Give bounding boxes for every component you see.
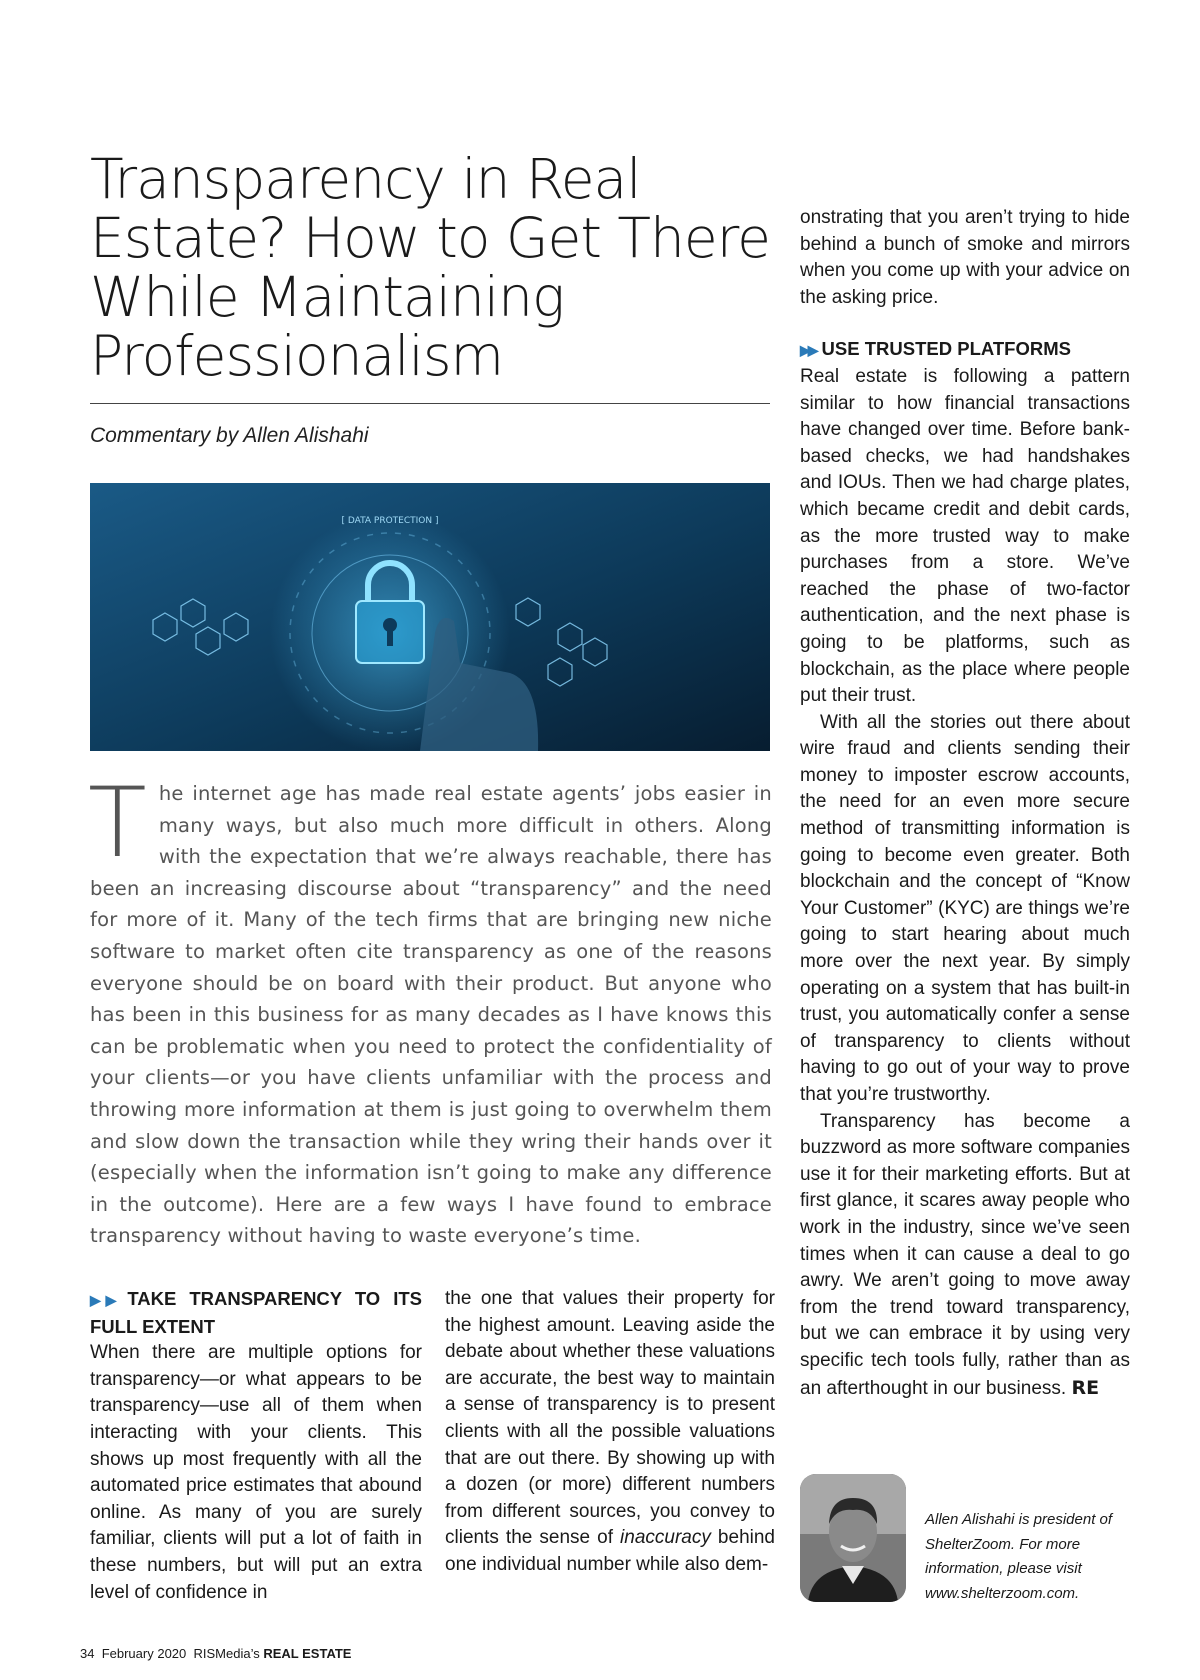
double-arrow-icon: ▶▶	[90, 1292, 122, 1308]
author-bio: Allen Alishahi is president of ShelterZoom. For more information, please visit www.shelterzoom.com.	[925, 1511, 1113, 1602]
section-heading-platforms: ▶▶ USE TRUSTED PLATFORMS	[800, 338, 1071, 360]
section2-paragraph-1: Real estate is following a pattern similar to how financial transactions have changed over time. Before bank-based checks, we had handshakes and IOUs. Then we had charge plates, which became credit and debit cards, as the more trusted way to make purchases from a store. We’ve reached the phase of two-factor authentication, and the next phase is going to be platforms, such as blockchain, as the place where people put their trust.	[800, 365, 1130, 707]
section2-paragraph-3: Transparency has become a buzzword as more software companies use it for their marketing efforts. But at first glance, it scares away people who work in the industry, since we’ve seen times when it can cause a deal to go awry. We aren’t going to move away from the trend toward transparency, but we can embrace it by using very specific tech tools fully, rather than as an afterthought in our business. RE	[800, 1110, 1130, 1399]
end-mark: RE	[1071, 1376, 1100, 1399]
page-footer	[80, 1646, 351, 1661]
hero-banner-text: [ DATA PROTECTION ]	[341, 516, 439, 526]
double-arrow-icon: ▶▶	[800, 342, 816, 359]
section-heading-transparency: ▶▶ TAKE TRANSPARENCY TO ITS FULL EXTENT	[90, 1288, 422, 1337]
issue-date: February 2020	[101, 1646, 187, 1661]
section2-paragraph-2: With all the stories out there about wire fraud and clients sending their money to imposter escrow accounts, the need for an even more secure method of transmitting information is going to become even greater. Both blockchain and the concept of “Know Your Customer” (KYC) are things we’re going to start hearing about much more over the next year. By simply operating on a system that has built-in trust, you automatically confer a sense of transparency to clients without having to go out of your way to prove that you’re trustworthy.	[800, 711, 1130, 1105]
column-left	[90, 1286, 422, 1606]
drop-cap: T	[88, 767, 147, 879]
lead-paragraph	[88, 767, 772, 1252]
title-divider	[90, 403, 770, 404]
column-middle	[445, 1286, 775, 1579]
column-right	[800, 205, 1130, 1402]
lead-text: he internet age has made real estate agents’ jobs easier in many ways, but also much more difficult in others. Along with the expectation that we’re always reachable, there has been an increasing discourse about “transparency” and the need for more of it. Many of the tech firms that are bringing new niche software to market often cite transparency as one of the reasons everyone should be on board with their product. But anyone who has been in this business for as many decades as I have knows this can be problematic when you need to protect the confidentiality of your clients—or you have clients unfamiliar with the process and throwing more information at them is just going to overwhelm them and slow down the transaction while they wring their hands over it (especially when the information isn’t going to make any difference in the outcome). Here are a few ways I have found to embrace transparency without having to waste everyone’s time.	[90, 782, 772, 1248]
page-number: 34	[80, 1646, 95, 1661]
magazine-name: REAL ESTATE	[263, 1646, 352, 1661]
byline: Commentary by Allen Alishahi	[90, 424, 369, 447]
section1-paragraph-b: the one that values their property for the highest amount. Leaving aside the debate about whether these valuations are accurate, the best way to maintain a sense of transparency is to present clients with all the possible valuations that are out there. By showing up with a dozen (or more) different numbers from different sources, you convey to clients the sense of inaccuracy behind one individual number while also dem-	[445, 1288, 775, 1575]
section1-paragraph-a: When there are multiple options for transparency—or what appears to be transparency—use all of them when interacting with your clients. This shows up most frequently with all the automated price estimates that abound online. As many of you are surely familiar, clients will put a lot of faith in these numbers, but will put an extra level of confidence in	[90, 1342, 422, 1603]
hero-image	[90, 483, 770, 751]
article-title: Transparency in Real Estate? How to Get There While Maintaining Professionalism	[90, 147, 770, 388]
publisher-name: RISMedia’s	[193, 1646, 260, 1661]
section1-paragraph-c: onstrating that you aren’t trying to hide behind a bunch of smoke and mirrors when you come up with your advice on the asking price.	[800, 207, 1130, 308]
author-photo	[800, 1474, 906, 1602]
